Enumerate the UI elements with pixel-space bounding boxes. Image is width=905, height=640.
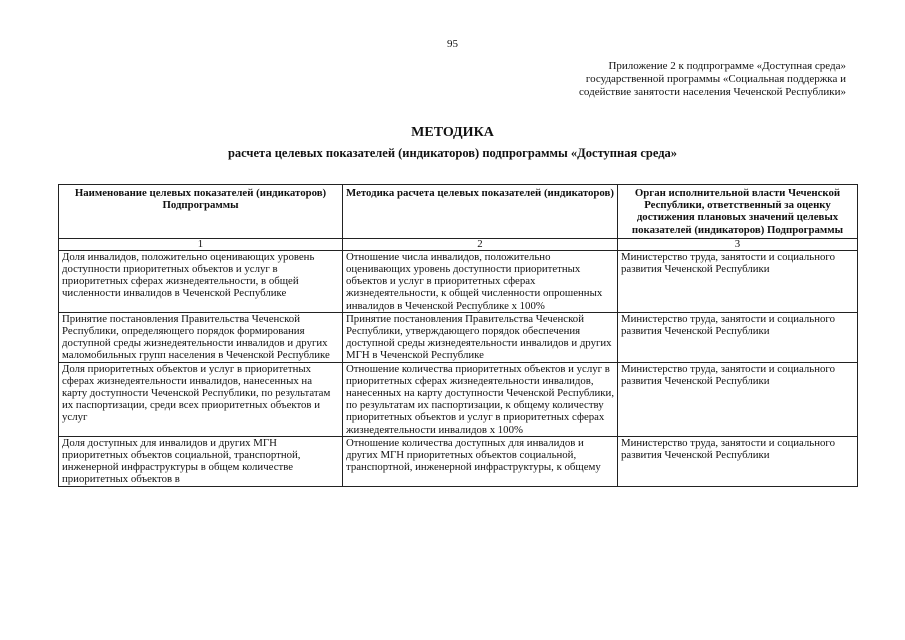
table-cell: Министерство труда, занятости и социального развития Чеченской Республики — [618, 362, 858, 436]
page-number: 95 — [447, 38, 458, 50]
header-calculation-method: Методика расчета целевых показателей (индикаторов) — [343, 185, 618, 239]
table-row — [59, 250, 858, 312]
document-subtitle: расчета целевых показателей (индикаторов) подпрограммы «Доступная среда» — [227, 146, 678, 160]
column-number: 3 — [618, 238, 858, 250]
header-indicator-name: Наименование целевых показателей (индикаторов) Подпрограммы — [59, 185, 343, 239]
table-header-row — [59, 185, 858, 239]
appendix-line: содействие занятости населения Чеченской Республики» — [579, 86, 846, 98]
table-cell: Отношение числа инвалидов, положительно оценивающих уровень доступности приоритетных объектов и услуг в приоритетных сферах жизнедеятельности, к общей численности опрошенных инвалидов в Чеченской Республике х 100% — [343, 250, 618, 312]
table-cell — [343, 436, 618, 486]
table-cell-text: Доля доступных для инвалидов и других МГН приоритетных объектов социальной, транспортной, инженерной инфраструктуры в общем количестве приоритетных объектов в — [62, 436, 301, 486]
table-cell: Доля приоритетных объектов и услуг в приоритетных сферах жизнедеятельности инвалидов, нанесенных на карту доступности Чеченской Республики, по результатам их паспортизации, среди всех приоритетных объектов и услуг — [59, 362, 343, 436]
indicators-table — [58, 184, 858, 487]
appendix-line: Приложение 2 к подпрограмме «Доступная среда» — [608, 60, 846, 72]
header-responsible-body: Орган исполнительной власти Чеченской Республики, ответственный за оценку достижения плановых значений целевых показателей (индикаторов) Подпрограммы — [618, 185, 858, 239]
column-number: 1 — [59, 238, 343, 250]
table-cell: Министерство труда, занятости и социального развития Чеченской Республики — [618, 250, 858, 312]
column-number-row — [59, 238, 858, 250]
table-cell: Доля инвалидов, положительно оценивающих уровень доступности приоритетных объектов и услуг в приоритетных сферах жизнедеятельности, в общей численности инвалидов в Чеченской Республике — [59, 250, 343, 312]
appendix-note — [579, 60, 846, 99]
column-number: 2 — [343, 238, 618, 250]
table-row — [59, 436, 858, 486]
table-row — [59, 312, 858, 362]
table-cell — [618, 436, 858, 486]
table-cell: Принятие постановления Правительства Чеченской Республики, утверждающего порядок обеспечения доступной среды жизнедеятельности инвалидов и других МГН в Чеченской Республике — [343, 312, 618, 362]
table-cell: Отношение количества приоритетных объектов и услуг в приоритетных сферах жизнедеятельности инвалидов, нанесенных на карту доступности Чеченской Республики, по результатам их паспортизации, к общему количеству приоритетных объектов и услуг в приоритетных сферах жизнедеятельности инвалидов х 100% — [343, 362, 618, 436]
table-cell: Принятие постановления Правительства Чеченской Республики, определяющего порядок формирования доступной среды жизнедеятельности инвалидов и других маломобильных групп населения в Чеченской Республике — [59, 312, 343, 362]
document-title: МЕТОДИКА — [411, 125, 494, 140]
table-cell-text: Министерство труда, занятости и социального развития Чеченской Республики — [621, 436, 835, 462]
table-cell: Министерство труда, занятости и социального развития Чеченской Республики — [618, 312, 858, 362]
appendix-line: государственной программы «Социальная поддержка и — [585, 73, 846, 85]
table-row — [59, 362, 858, 436]
table-cell — [59, 436, 343, 486]
table-cell-text: Отношение количества доступных для инвалидов и других МГН приоритетных объектов социальной, транспортной, инженерной инфраструктуры, к общему — [346, 436, 601, 474]
